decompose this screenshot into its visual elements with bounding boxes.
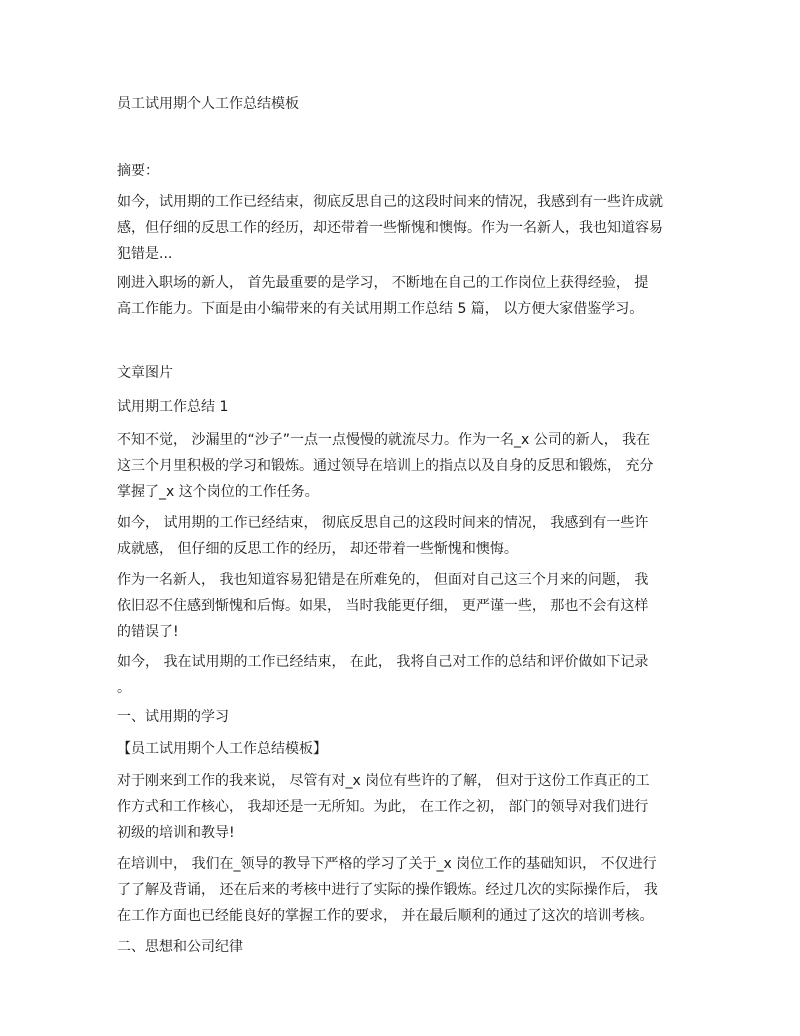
text-line: 作方式和工作核心， 我却还是一无所知。为此， 在工作之初， 部门的领导对我们进行 [117, 799, 649, 815]
document-title: 员工试用期个人工作总结模板 [117, 96, 299, 112]
text-line: 成就感， 但仔细的反思工作的经历， 却还带着一些惭愧和懊悔。 [117, 541, 518, 557]
text-line: 如今，试用期的工作已经结束，彻底反思自己的这段时间来的情况，我感到有一些许成就 [117, 194, 663, 210]
text-line: 了了解及背诵， 还在后来的考核中进行了实际的操作锻炼。经过几次的实际操作后， 我 [117, 882, 658, 898]
abstract-label: 摘要： [117, 163, 159, 179]
text-line: 对于刚来到工作的我来说， 尽管有对_x 岗位有些许的了解， 但对于这份工作真正的工 [117, 773, 650, 789]
text-line: 在培训中， 我们在_领导的教导下严格的学习了关于_x 岗位工作的基础知识， 不仅进行 [117, 856, 657, 872]
bracket-title: 【员工试用期个人工作总结模板】 [117, 741, 327, 757]
section-title: 试用期工作总结 1 [117, 399, 229, 415]
text-line: 初级的培训和教导! [117, 825, 235, 841]
text-line: 。 [117, 680, 131, 696]
text-line: 感，但仔细的反思工作的经历，却还带着一些惭愧和懊悔。作为一名新人，我也知道容易 [117, 220, 663, 236]
text-line: 如今， 试用期的工作已经结束， 彻底反思自己的这段时间来的情况， 我感到有一些许 [117, 515, 649, 531]
text-line: 作为一名新人， 我也知道容易犯错是在所难免的， 但面对自己这三个月来的问题， 我 [117, 572, 649, 588]
text-line: 高工作能力。下面是由小编带来的有关试用期工作总结 5 篇， 以方便大家借鉴学习。 [117, 301, 644, 317]
section-heading: 二、思想和公司纪律 [117, 939, 243, 955]
text-line: 依旧忍不住感到惭愧和后悔。如果， 当时我能更仔细， 更严谨一些， 那也不会有这样 [117, 598, 649, 614]
section-heading: 一、试用期的学习 [117, 709, 229, 725]
text-line: 犯错是... [117, 246, 173, 262]
text-line: 不知不觉， 沙漏里的“沙子”一点一点慢慢的就流尽力。作为一名_x 公司的新人， 我在 [117, 432, 651, 448]
text-line: 掌握了_x 这个岗位的工作任务。 [117, 484, 319, 500]
text-line: 刚进入职场的新人， 首先最重要的是学习， 不断地在自己的工作岗位上获得经验， 提 [117, 275, 649, 291]
text-line: 在工作方面也已经能良好的掌握工作的要求， 并在最后顺利的通过了这次的培训考核。 [117, 908, 654, 924]
text-line: 的错误了! [117, 624, 179, 640]
text-line: 如今， 我在试用期的工作已经结束， 在此， 我将自己对工作的总结和评价做如下记录 [117, 654, 649, 670]
text-line: 这三个月里积极的学习和锻炼。通过领导在培训上的指点以及自身的反思和锻炼， 充分 [117, 458, 654, 474]
image-label: 文章图片 [117, 365, 173, 381]
